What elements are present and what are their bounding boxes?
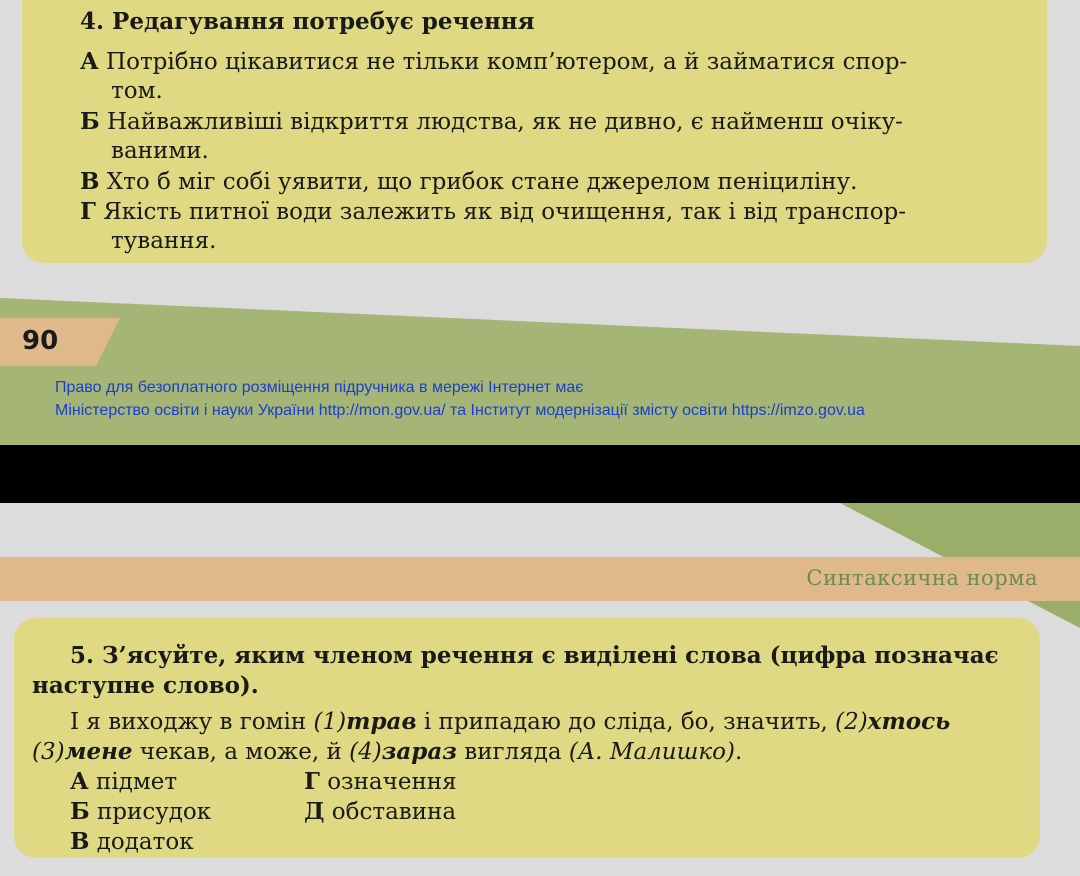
option-letter: Г [304,768,320,795]
task-4-option-c [80,168,857,195]
task-5-option-b [70,798,211,825]
task-4-option-a [80,48,907,75]
sentence-text: вигляда [456,739,569,765]
word-marker: (3) [32,739,65,765]
word-marker: (4) [349,739,382,765]
highlighted-word: трав [346,708,417,735]
section-title: Синтаксична норма [806,566,1038,590]
task-5-sentence-line-2 [32,738,742,765]
task-4-option-d-cont: тування. [111,228,217,254]
option-text: Якість питної води залежить як від очищення, так і від транспор- [103,199,907,225]
option-letter: Б [80,108,100,135]
task-5-option-c [70,828,194,855]
task-4-heading: 4. Редагування потребує речення [80,8,535,35]
task-4-option-b [80,108,903,135]
page-number-tab [0,318,120,366]
option-letter: А [70,768,89,795]
word-marker: (1) [313,709,347,735]
task-5-heading-line-2: наступне слово). [32,672,259,699]
word-marker: (2) [835,709,868,735]
option-text: обставина [331,799,457,825]
option-text: означення [327,769,457,795]
task-4-option-b-cont: ваними. [111,138,209,164]
option-letter: В [70,828,90,855]
option-text: Потрібно цікавитися не тільки комп’ютером, а й займатися спор- [106,49,908,75]
task-5-option-d [304,768,457,795]
highlighted-word: хтось [867,708,951,735]
sentence-text: . [734,739,743,765]
option-letter: Д [304,798,325,825]
option-letter: Б [70,798,90,825]
option-letter: Г [80,198,96,225]
option-text: Найважливіші відкриття людства, як не дивно, є найменш очіку- [106,109,903,135]
option-text: присудок [96,799,212,825]
sentence-text: І я виходжу в гомін [70,709,314,735]
option-letter: В [80,168,100,195]
option-text: Хто б міг собі уявити, що грибок стане джерелом пеніциліну. [106,169,858,195]
sentence-text: чекав, а може, й [132,739,350,765]
option-text: підмет [96,769,178,795]
task-5-sentence-line-1 [70,708,950,735]
highlighted-word: зараз [381,738,457,765]
page-number: 90 [22,326,59,356]
task-5-option-e [304,798,456,825]
task-4-option-d [80,198,906,225]
sentence-text: і припадаю до сліда, бо, значить, [416,709,836,735]
task-4-option-a-cont: том. [111,78,163,104]
copyright-notice-line-1: Право для безоплатного розміщення підручника в мережі Інтернет має [55,379,584,396]
task-5-heading-line-1: 5. З’ясуйте, яким членом речення є виділені слова (цифра позначає [70,642,999,669]
option-letter: А [80,48,99,75]
highlighted-word: мене [64,738,133,765]
task-5-option-a [70,768,177,795]
copyright-notice-line-2: Міністерство освіти і науки України http://mon.gov.ua/ та Інститут модернізації змісту освіти https://imzo.gov.ua [55,402,865,419]
option-text: додаток [96,829,194,855]
page-break-bar [0,445,1080,503]
author-attribution: (А. Малишко) [568,739,735,765]
